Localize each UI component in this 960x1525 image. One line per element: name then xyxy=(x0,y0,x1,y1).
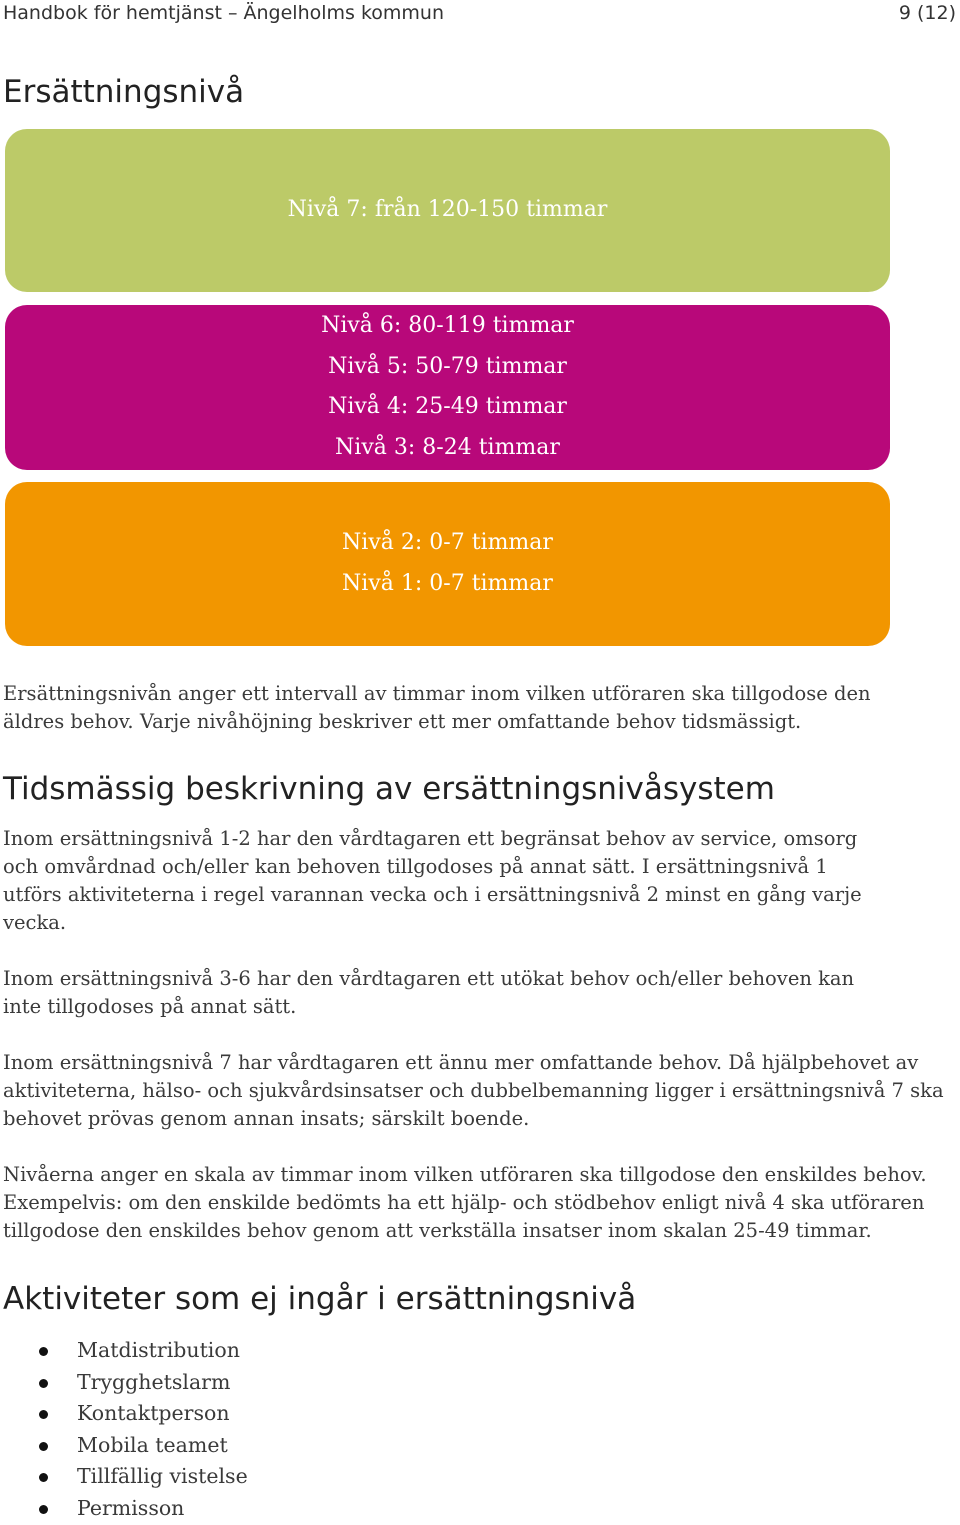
list-item: Tillfällig vistelse xyxy=(0,1461,248,1493)
paragraph-niva-7: Inom ersättningsnivå 7 har vårdtagaren ett ännu mer omfattande behov. Då hjälpbehovet av aktiviteterna, hälso- och sjukvårdsinsatser och dubbelbemanning ligger i ersättningsnivå 7 ska behovet prövas genom annan insats; särskilt boende. xyxy=(3,1051,944,1130)
level-label: Nivå 7: från 120-150 timmar xyxy=(287,197,608,222)
paragraph-niva-3-6: Inom ersättningsnivå 3-6 har den vårdtagaren ett utökat behov och/eller behoven kan inte tillgodoses på annat sätt. xyxy=(3,967,855,1018)
page-number: 9 (12) xyxy=(898,2,956,24)
bullet-icon xyxy=(39,1473,48,1482)
level-label: Nivå 5: 50-79 timmar xyxy=(328,353,567,379)
list-item: Trygghetslarm xyxy=(0,1367,248,1399)
bullet-icon xyxy=(39,1347,48,1356)
section-title-ersattningsniva: Ersättningsnivå xyxy=(3,74,245,110)
level-label: Nivå 3: 8-24 timmar xyxy=(335,434,560,460)
bullet-icon xyxy=(39,1505,48,1514)
level-band-bottom xyxy=(5,482,890,646)
level-band-middle xyxy=(5,305,890,470)
level-label: Nivå 4: 25-49 timmar xyxy=(328,394,567,419)
bullet-icon xyxy=(39,1410,48,1419)
paragraph-niva-skala: Nivåerna anger en skala av timmar inom vilken utföraren ska tillgodose den enskildes behov. Exempelvis: om den enskilde bedömts ha ett hjälp- och stödbehov enligt nivå 4 ska utföraren tillgodose den enskildes behov genom att verkställa insatser inom skalan 25-49 timmar. xyxy=(3,1163,927,1242)
level-label: Nivå 1: 0-7 timmar xyxy=(342,570,553,596)
list-item: Mobila teamet xyxy=(0,1430,248,1462)
bullet-icon xyxy=(39,1442,48,1451)
level-label: Nivå 2: 0-7 timmar xyxy=(342,530,553,555)
list-item: Permisson xyxy=(0,1493,248,1525)
page-header xyxy=(0,0,960,28)
paragraph-niva-1-2: Inom ersättningsnivå 1-2 har den vårdtagaren ett begränsat behov av service, omsorg och omvårdnad och/eller kan behoven tillgodoses på annat sätt. I ersättningsnivå 1 utförs aktiviteterna i regel varannan vecka och i ersättningsnivå 2 minst en gång varje vecka. xyxy=(3,827,862,934)
activities-list xyxy=(0,1335,248,1525)
section-title-aktiviteter: Aktiviteter som ej ingår i ersättningsnivå xyxy=(3,1281,637,1317)
intro-paragraph: Ersättningsnivån anger ett intervall av timmar inom vilken utföraren ska tillgodose den äldres behov. Varje nivåhöjning beskriver ett mer omfattande behov tidsmässigt. xyxy=(3,682,871,733)
section-title-tidsmassig: Tidsmässig beskrivning av ersättningsnivåsystem xyxy=(3,771,775,807)
list-item: Kontaktperson xyxy=(0,1398,248,1430)
level-label: Nivå 6: 80-119 timmar xyxy=(321,313,574,338)
bullet-icon xyxy=(39,1379,48,1388)
level-band-top xyxy=(5,129,890,292)
document-title: Handbok för hemtjänst – Ängelholms kommun xyxy=(3,2,445,24)
list-item: Matdistribution xyxy=(0,1335,248,1367)
